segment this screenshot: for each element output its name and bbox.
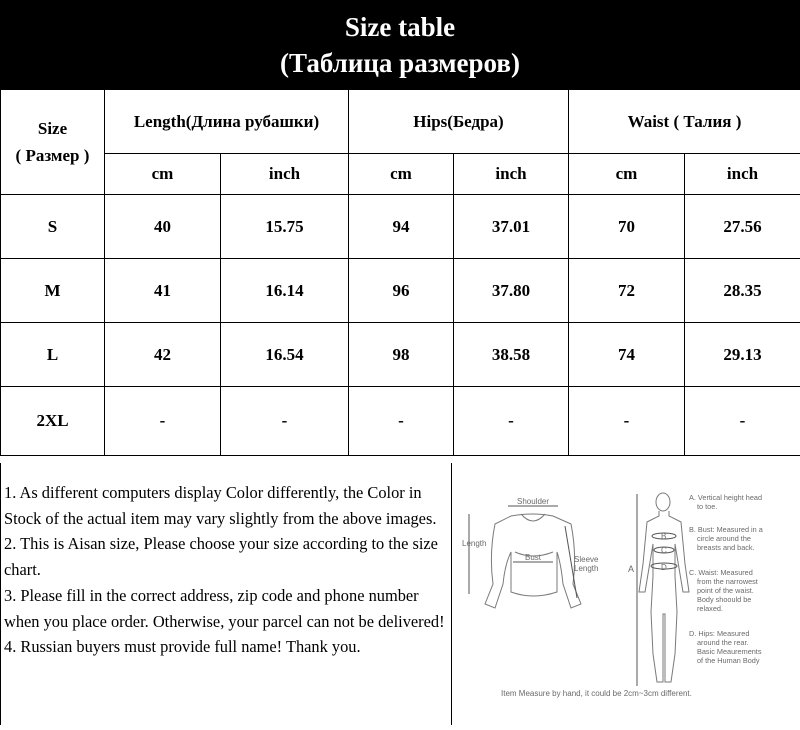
table-cell: 70 bbox=[569, 195, 685, 259]
table-cell: - bbox=[221, 387, 349, 456]
note-d bbox=[689, 629, 762, 665]
shoulder-label: Shoulder bbox=[517, 497, 549, 506]
size-table-header bbox=[0, 0, 800, 89]
sleeve-length-label: Length bbox=[574, 564, 598, 573]
note-item: 1. As different computers display Color differently, the Color in Stock of the actual item may vary slightly from the above images. bbox=[4, 480, 452, 531]
table-cell: 96 bbox=[349, 259, 454, 323]
size-cell: S bbox=[1, 195, 105, 259]
note-b-line: circle around the bbox=[697, 534, 751, 543]
table-cell: - bbox=[454, 387, 569, 456]
table-cell: 37.80 bbox=[454, 259, 569, 323]
unit-header: cm bbox=[349, 154, 454, 195]
unit-header: cm bbox=[105, 154, 221, 195]
length-label: Length bbox=[462, 539, 486, 548]
unit-header: inch bbox=[454, 154, 569, 195]
letter-a: A bbox=[628, 564, 634, 574]
table-cell: - bbox=[349, 387, 454, 456]
body-measure-lines bbox=[637, 494, 677, 686]
size-table bbox=[0, 89, 800, 456]
table-cell: 42 bbox=[105, 323, 221, 387]
measurement-diagram bbox=[453, 464, 800, 725]
table-row bbox=[1, 323, 800, 387]
page-title: Size table bbox=[0, 10, 800, 44]
table-cell: 74 bbox=[569, 323, 685, 387]
note-item: 3. Please fill in the correct address, zip code and phone number when you place order. Otherwise, your parcel can not be delivered! bbox=[4, 583, 452, 634]
notes-list bbox=[4, 480, 452, 660]
note-item: 4. Russian buyers must provide full name! Thank you. bbox=[4, 634, 452, 660]
table-cell: - bbox=[685, 387, 800, 456]
note-b bbox=[689, 525, 764, 552]
unit-header: inch bbox=[685, 154, 800, 195]
notes-panel bbox=[0, 463, 452, 725]
size-cell: 2XL bbox=[1, 387, 105, 456]
sleeve-label: Sleeve bbox=[574, 555, 599, 564]
waist-header: Waist ( Талия ) bbox=[569, 90, 800, 154]
note-d-line: of the Human Body bbox=[697, 656, 760, 665]
size-header-line1: Size bbox=[1, 115, 104, 142]
table-cell: 27.56 bbox=[685, 195, 800, 259]
note-b-line: breasts and back. bbox=[697, 543, 755, 552]
unit-header: cm bbox=[569, 154, 685, 195]
note-c-line: Body shoould be bbox=[697, 595, 751, 604]
note-d-line: around the rear. bbox=[697, 638, 749, 647]
note-c bbox=[689, 568, 758, 613]
unit-header: inch bbox=[221, 154, 349, 195]
hips-header: Hips(Бедра) bbox=[349, 90, 569, 154]
table-cell: 28.35 bbox=[685, 259, 800, 323]
note-d-line: D. Hips: Measured bbox=[689, 629, 749, 638]
note-a bbox=[689, 493, 762, 511]
table-cell: 94 bbox=[349, 195, 454, 259]
note-a-line: to toe. bbox=[697, 502, 717, 511]
note-d-line: Basic Meaurements bbox=[697, 647, 762, 656]
table-cell: 37.01 bbox=[454, 195, 569, 259]
note-b-line: B. Bust: Measured in a bbox=[689, 525, 764, 534]
table-cell: 72 bbox=[569, 259, 685, 323]
note-c-line: point of the waist. bbox=[697, 586, 754, 595]
table-cell: - bbox=[105, 387, 221, 456]
length-header: Length(Длина рубашки) bbox=[105, 90, 349, 154]
table-cell: 38.58 bbox=[454, 323, 569, 387]
table-row bbox=[1, 195, 800, 259]
table-row bbox=[1, 387, 800, 456]
size-cell: M bbox=[1, 259, 105, 323]
table-cell: 40 bbox=[105, 195, 221, 259]
page-subtitle: (Таблица размеров) bbox=[0, 46, 800, 80]
note-a-line: A. Vertical height head bbox=[689, 493, 762, 502]
body-figure bbox=[639, 493, 689, 682]
table-cell: 29.13 bbox=[685, 323, 800, 387]
table-cell: 16.54 bbox=[221, 323, 349, 387]
measure-footer: Item Measure by hand, it could be 2cm~3cm different. bbox=[501, 689, 692, 698]
note-item: 2. This is Aisan size, Please choose your size according to the size chart. bbox=[4, 531, 452, 582]
note-c-line: C. Waist: Measured bbox=[689, 568, 753, 577]
letter-b: B bbox=[661, 532, 666, 541]
letter-d: D bbox=[661, 563, 667, 572]
size-header-cell bbox=[1, 90, 105, 195]
table-cell: 16.14 bbox=[221, 259, 349, 323]
table-row bbox=[1, 259, 800, 323]
table-cell: 15.75 bbox=[221, 195, 349, 259]
size-cell: L bbox=[1, 323, 105, 387]
letter-c: C bbox=[661, 546, 667, 555]
note-c-line: from the narrowest bbox=[697, 577, 758, 586]
table-cell: - bbox=[569, 387, 685, 456]
bust-label: Bust bbox=[525, 553, 542, 562]
table-cell: 98 bbox=[349, 323, 454, 387]
table-cell: 41 bbox=[105, 259, 221, 323]
measurement-illustration bbox=[453, 464, 800, 725]
size-header-line2: ( Размер ) bbox=[1, 142, 104, 169]
note-c-line: relaxed. bbox=[697, 604, 723, 613]
